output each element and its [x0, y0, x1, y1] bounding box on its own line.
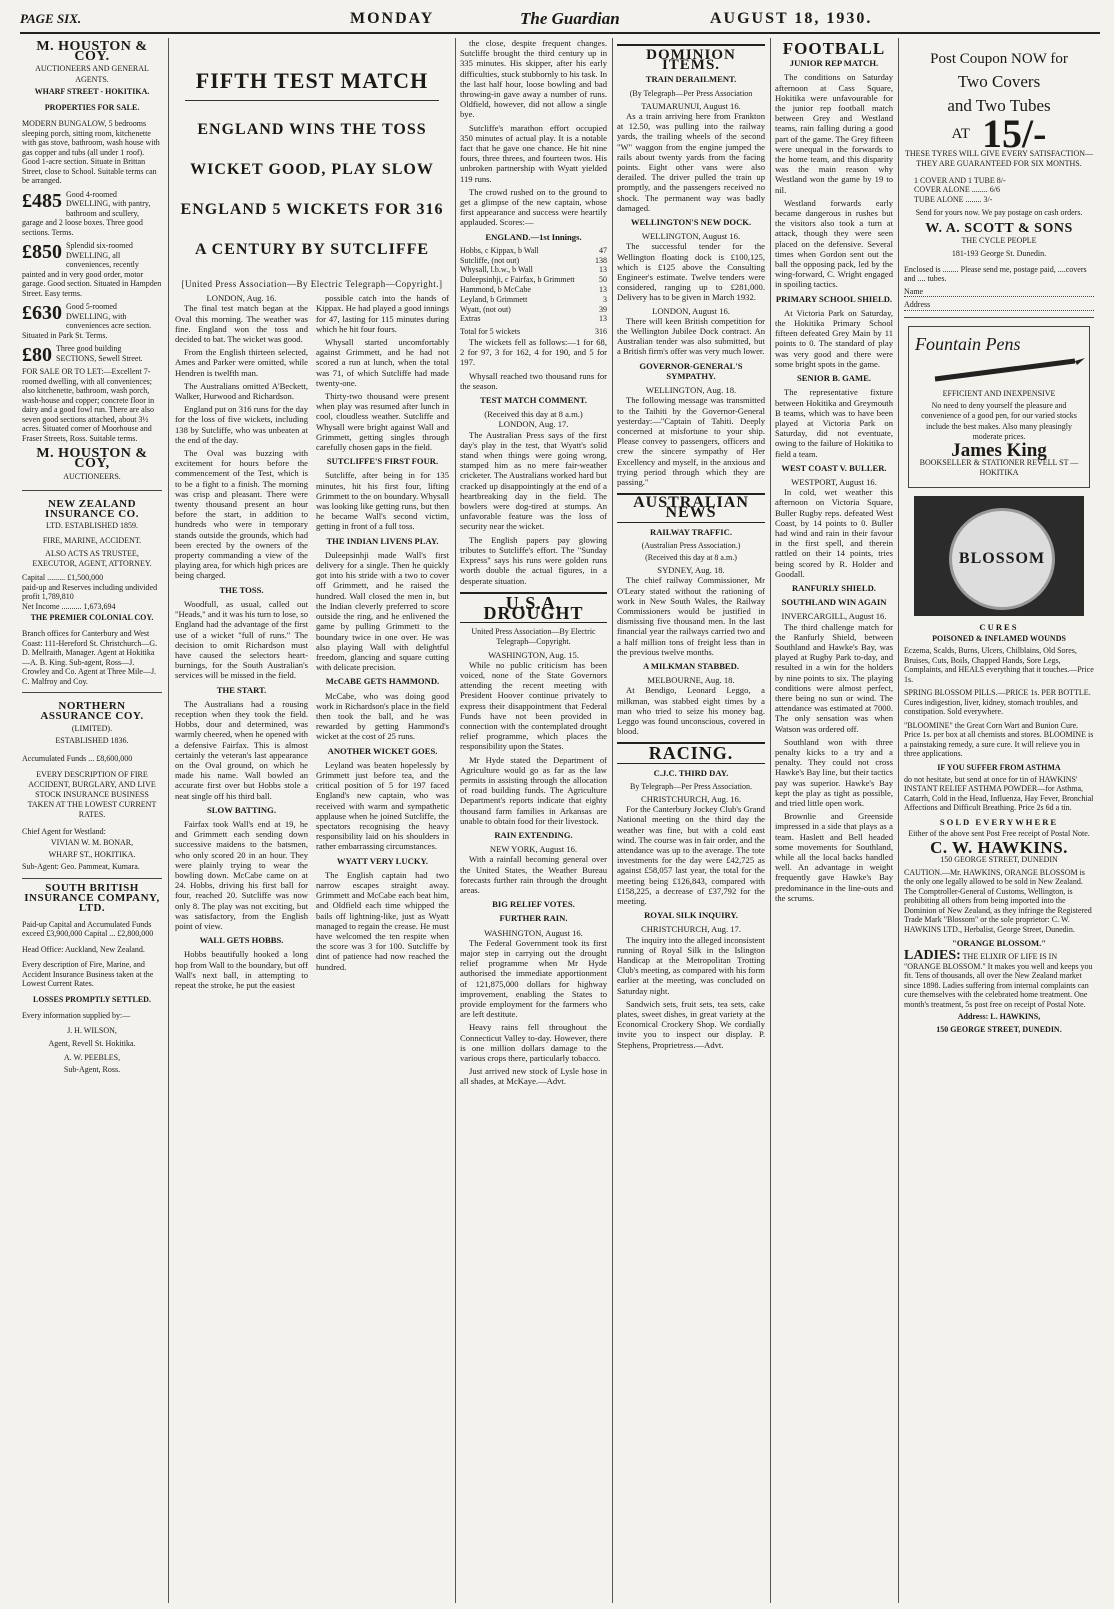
listing-485: £485 Good 4-roomed DWELLING, with pantry, bathroom and scullery, garage and 2 loose boxes. Three good sections. Terms.	[22, 189, 151, 237]
lead-paragraph: Leyland was beaten hopelessly by Grimmett just before tea, and the critical position of 5 for 197 faced England's new captain, who was received with warm and sympathetic applause when he joined Sutcliffe, the spectators recognising the heavy responsibility laid on his shoulders in rather embarrassing circumstances.	[316, 759, 449, 852]
northern-assurance-ad	[22, 697, 162, 879]
south-british-agent-1: J. H. WILSON,	[67, 1026, 117, 1036]
traffic-received: (Received this day at 8 a.m.)	[645, 552, 737, 562]
score-row: Wyatt, (not out) 39	[460, 304, 607, 314]
asthma-text: do not hesitate, but send at once for tin of HAWKINS' INSTANT RELIEF ASTHMA POWDER—for Asthma, Catarrh, Cold in the Head, Influenza, Hay Fever, Bronchial Affections and Difficult Breathing. Price 2s 6d a tin.	[904, 774, 1094, 813]
lead-paragraph: From the English thirteen selected, Ames and Parker were omitted, while Hendren is twelfth man.	[175, 347, 308, 378]
further-heading: FURTHER RAIN.	[499, 913, 568, 924]
score-row: Hammond, b McCabe 13	[460, 285, 607, 295]
gov-heading: GOVERNOR-GENERAL'S SYMPATHY.	[639, 360, 743, 381]
column-rule	[898, 38, 899, 1603]
story-paragraph: Westland forwards early became dangerous in rushes but the visitors also took a turn at attack, though they were seen placed on the defensive. Several times when Gordon sent out the ball the opposing pack, led by the wing-forward, C. Wright engaged in spoiling tactics.	[775, 197, 893, 290]
south-british-agent-1-addr: Agent, Revell St. Hokitika.	[48, 1038, 136, 1048]
milk-heading: A MILKMAN STABBED.	[642, 660, 740, 671]
score-row: Sutcliffe, (not out) 138	[460, 255, 607, 265]
comment-heading: TEST MATCH COMMENT.	[480, 395, 587, 406]
tyres-guarantee: THESE TYRES WILL GIVE EVERY SATISFACTION—THEY ARE GUARANTEED FOR SIX MONTHS.	[904, 149, 1094, 169]
two-tubes: and Two Tubes	[947, 96, 1051, 115]
houston-addr: WHARF STREET - HOKITIKA.	[34, 86, 150, 96]
story-paragraph: At Victoria Park on Saturday, the Hokitika Primary School fifteen defeated Grey Main by 11 points to 0. The standard of play was very good and there were some bright spots in the game.	[775, 307, 893, 369]
lead-paragraph: Woodfull, as usual, called out "Heads," and it was his turn to lose, so England had the advantage of the first use of a wicket "full of runs." The decision to omit Richardson must have caused the selectors heart-burnings, for the South Australian's services will be missed in the field.	[175, 598, 308, 681]
cricket-drought-column	[460, 38, 607, 1603]
story-paragraph: The representative fixture between Hokitika and Greymouth B teams, which was to have been played at Victoria Park on Saturday, did not eventuate, owing to the failure of Hokitika to field a team.	[775, 387, 893, 459]
lead-paragraph: The English captain had two narrow escapes straight away. Grimmett and McCabe each beat him, and Oldfield each time whipped the bails off lightning-like, just as Wyatt managed to regain the crease. He must have welcomed the ten respite when the score was 3 for 100. Sutcliffe by dint of patience had now reached the hundred.	[316, 869, 449, 972]
story-paragraph: For the Canterbury Jockey Club's Grand National meeting on the third day the weather was fine, but with a cold east wind. The course was in fair order, and the attendance was up to the average. The tote investments for the day were £42,725 as against £58,057 last year, the total for the meeting being £126,843, compared with £158,225, a decrease of £37,792 for the meeting.	[617, 804, 765, 907]
bungalow-listing: MODERN BUNGALOW, 5 bedrooms sleeping porch, sitting room, kitchenette with gas stove, bathroom, wash house with gas copper and tubs (all under 1 roof). Good 1-acre section. Situate in Brittan Street, close to School. Suitable terms can be arranged.	[22, 119, 160, 186]
nz-branch: Branch offices for Canterbury and West Coast: 111-Hereford St. Christchurch—G. D. Mellraith, Manager. Agent at Hokitika—A. B. King. Sub-agent, Ross—J. Crowley and Co. Agent at Three Mile—J. C. Malfroy and Coy.	[22, 629, 158, 686]
lead-paragraph: Fairfax took Wall's end at 19, he and Grimmett each sending down successive maidens to the batsmen, who only scored 20 in an hour. They were plainly trying to wear the bowling down. McCabe came on at 24. Hobbs, driving his first ball for four, reached 20. Sutcliffe was now only 8. The play was not exciting, but was satisfactory, from the English point of view.	[175, 818, 308, 931]
ladies-label: LADIES:	[904, 948, 961, 964]
price-label: 15/-	[982, 110, 1047, 156]
score-row: Hobbs, c Kippax, b Wall 47	[460, 245, 607, 255]
senior-heading: SENIOR B. GAME.	[796, 373, 871, 384]
hawkins-name: C. W. HAWKINS.	[930, 838, 1068, 858]
blossom-label: BLOSSOM	[958, 549, 1046, 567]
sold-everywhere: SOLD EVERYWHERE	[939, 816, 1059, 827]
wyatt-heading: WYATT VERY LUCKY.	[336, 855, 429, 866]
advertisement-note: Sandwich sets, fruit sets, tea sets, cake plates, sweet dishes, in great variety at the Economical Crockery Shop. We cordially invite you to inspect our display. P. Stephens, Proprietress.—Advt.	[617, 998, 765, 1050]
story-paragraph: The third challenge match for the Ranfurly Shield, between Southland and Hawke's Bay, was played at Rugby Park to-day, and resulted in a win for the holders by nine points to six. The playing conditions were almost perfect, there being no sun or wind. The attendance was estimated at 7000. The only sensation was when Watson was ordered off.	[775, 621, 893, 734]
ranfurly-dateline: INVERCARGILL, August 16.	[781, 611, 887, 622]
story-paragraph: The English papers pay glowing tributes to Sutcliffe's effort. The "Sunday Express" says his runs were golden runs worth double the actual figures, in a desperate situation.	[460, 534, 607, 586]
name-field[interactable]: Name	[904, 287, 1094, 298]
south-british-losses: LOSSES PROMPTLY SETTLED.	[33, 994, 151, 1004]
traffic-dateline: SYDNEY, Aug. 18.	[657, 565, 725, 576]
mccabe-heading: McCABE GETS HAMMOND.	[325, 676, 440, 687]
another-heading: ANOTHER WICKET GOES.	[327, 745, 438, 756]
story-paragraph: Southland won with three penalty kicks to a try and a penalty. They could not cross Hawke's Bay line, but their tactics pay was superior. Hawke's Bay kept the play as tight as possible, and tried little open work.	[775, 736, 893, 809]
lead-paragraph: The Oval was buzzing with excitement for hours before the commencement of the Test, which is to be a fight to a finish. The morning was crisp and pleasant. There were twenty thousand present an hour before the start, in addition to hundreds who were in temporary stands outside the grounds, which had been erected by the owners of the property commanding a view of the playing area, for which high prices are being charged.	[175, 448, 308, 581]
column-rule	[770, 38, 771, 1603]
northern-funds: Accumulated Funds ... £8,600,000	[22, 754, 133, 764]
column-rule	[168, 38, 169, 1603]
coupon-line: Post Coupon NOW for	[930, 51, 1068, 67]
lead-paragraph: The final test match began at the Oval this morning. The weather was fine. England won the toss and decided to bat. The wicket was good.	[175, 303, 308, 345]
buller-dateline: WESTPORT, August 16.	[791, 476, 877, 487]
houston-name-2: M. HOUSTON & COY,	[36, 446, 148, 472]
story-paragraph: The crowd rushed on to the ground to get a glimpse of the new captain, whose first appearance and success were heartily applauded. Scores:—	[460, 186, 607, 228]
south-british-agent-2-addr: Sub-Agent, Ross.	[63, 1064, 121, 1074]
story-paragraph: The Australian Press says of the first day's play in the test, that Wyatt's solid stand when things were going wrong, stamped him as no mere fair-weather cricketer. The Australians worked hard but cracked up disappointingly at the end of a heartbreaking day in the field. The bowlers were dog-tired at stumps. An unfavorable feature was the loss of security near the wicket.	[460, 429, 607, 532]
orange-blossom: "ORANGE BLOSSOM."	[951, 938, 1047, 949]
listing-630: £630 Good 5-roomed DWELLING, with conveniences acre section. Situated in Park St. Terms.	[22, 302, 152, 340]
score-row: Leyland, b Grimmett 3	[460, 294, 607, 304]
lead-deck-4: A CENTURY BY SUTCLIFFE	[194, 241, 430, 258]
lead-deck-2: WICKET GOOD, PLAY SLOW	[190, 161, 434, 178]
ranfurly-heading: RANFURLY SHIELD.	[792, 582, 876, 593]
poison-heading: POISONED & INFLAMED WOUNDS	[932, 633, 1066, 643]
lead-paragraph: possible catch into the hands of Kippax. He had played a good innings for 47, lasting for 115 minutes during which he hit four fours.	[316, 293, 449, 334]
price-row: TUBE ALONE ........ 3/-	[914, 194, 993, 204]
price-row: COVER ALONE ........ 6/6	[914, 185, 1000, 195]
lead-body-right	[316, 293, 449, 993]
houston-sub: AUCTIONEERS AND GENERAL AGENTS.	[35, 64, 149, 84]
lead-deck-1: ENGLAND WINS THE TOSS	[197, 121, 427, 138]
houston-sub-2: AUCTIONEERS.	[63, 471, 121, 481]
cjc-credit: By Telegraph—Per Press Association.	[630, 781, 752, 791]
cjc-heading: C.J.C. THIRD DAY.	[653, 767, 729, 778]
northern-agent-heading: Chief Agent for Westland:	[22, 826, 106, 836]
fountain-text: No need to deny yourself the pleasure and convenience of a good pen, for our varied stocks include the best makes. Also many pleasingly moderate prices.	[921, 401, 1077, 441]
rain-heading: RAIN EXTENDING.	[494, 829, 573, 840]
south-british-agent-2: A. W. PEEBLES,	[63, 1052, 121, 1062]
properties-heading: PROPERTIES FOR SALE.	[44, 103, 140, 113]
lead-body-left	[175, 293, 308, 993]
lead-paragraph: Whysall started uncomfortably against Grimmett, and he had not scored a run at lunch, when the total was 71, of which Sutcliffe had made twenty-one.	[316, 337, 449, 388]
cures-heading: CURES	[979, 621, 1019, 632]
nz-insurance-ad	[22, 495, 162, 693]
story-paragraph: The successful tender for the Wellington floating dock is £100,125, which is £125 above the Consulting Engineer's estimate. Twelve tenders were considered, ranging up to £281,000. Delivery has to be given in March 1932.	[617, 241, 765, 303]
story-paragraph: The conditions on Saturday afternoon at Cass Square, Hokitika were unfavourable for the junior rep football match between Grey and Westland teams, rain falling during a good part of the game. The Grey fifteen were unequal in the forwards to the home team, and this disparity was the main reason why Westland won the game by 19 to nil.	[775, 72, 893, 195]
story-paragraph: The chief railway Commissioner, Mr O'Leary stated without the rationing of work in New South Wales, the Railway Commissioners would be justified in dismissing five thousand men. In the last financial year the railways carried two and a half million tons of freight less than in the previous twelve months.	[617, 575, 765, 657]
ladies-block	[904, 948, 1094, 1009]
pen-illustration	[915, 355, 1085, 385]
score-total: Total for 5 wickets 316	[460, 327, 607, 337]
page-number: PAGE SIX.	[20, 11, 82, 26]
northern-name: NORTHERN ASSURANCE COY.	[40, 700, 144, 723]
lead-paragraph: Sutcliffe, after being in for 135 minutes, hit his first four, lifting Grimmett to the on boundary. Whysall was looking like getting runs, but then he became Wall's second victim, getting in front of a full toss.	[316, 470, 449, 532]
story-paragraph: There will keen British competition for the Wellington Jubilee Dock contract. An Australian tender was also submitted, but a British firm's offer was very much lower.	[617, 315, 765, 357]
ads-column	[22, 38, 162, 1603]
royal-heading: ROYAL SILK INQUIRY.	[644, 910, 738, 921]
nz-income: Net Income .......... 1,673,694	[22, 601, 116, 611]
northern-agent: VIVIAN W. M. BONAR,	[50, 838, 134, 848]
indian-heading: THE INDIAN LIVENS PLAY.	[326, 535, 439, 546]
two-covers: Two Covers	[957, 72, 1041, 91]
fountain-pen-ad	[908, 326, 1090, 488]
nz-premier: THE PREMIER COLONIAL COY.	[30, 613, 154, 623]
rain-dateline: NEW YORK, August 16.	[489, 844, 578, 855]
scott-name: W. A. SCOTT & SONS	[925, 221, 1073, 237]
story-paragraph: As a train arriving here from Frankton at 12.50, was pulling into the railway yards, the trailing wheels of the second "W" waggon from the engine jumped the rails about twenty yards from the facing points. Eight other vans were also derailed. The driver pulled the train up promptly, and the passengers received no shock. The permanent way was badly damaged.	[617, 111, 765, 213]
south-british-ad	[22, 883, 162, 1075]
south-british-info: Every information supplied by:—	[22, 1010, 131, 1020]
first-four-heading: SUTCLIFFE'S FIRST FOUR.	[326, 456, 439, 467]
cycle-people: THE CYCLE PEOPLE	[961, 236, 1037, 246]
nz-fire: FIRE, MARINE, ACCIDENT.	[42, 536, 142, 546]
advertisement-note: Just arrived new stock of Lysle hose in all shades, at McKaye.—Advt.	[460, 1066, 607, 1087]
masthead-date: AUGUST 18, 1930.	[710, 10, 873, 27]
story-paragraph: In cold, wet weather this afternoon on Victoria Square, Buller Rugby reps. defeated West Coast, by 14 points to 0. Buller had wind and rain in their favour in the first spell, and therein rattled on their 14 points, tries being scored by R. Holder and Goodall.	[775, 487, 893, 579]
lead-paragraph: The Australians had a rousing reception when they took the field. Hobbs, dour and determined, was warmly cheered, when he opened with a defensive Fairfax. This is almost certainly the veteran's last appearance on the Oval ground, on which he made his name. Wall bowled an accurate first over but Hobbs stole a neat single off his third ball.	[175, 698, 308, 801]
score-row: Extras 13	[460, 314, 607, 324]
lead-paragraph: Duleepsinhji made Wall's first delivery for a single. Then he quickly got into his stride with a two to cover off Grimmett, and he raised the hundred. Wall closed the men in, but the Indian cleverly preferred to score outside the ring, and he enlivened the game by pulling Grimmett to the boundary twice in one over. He was also playing Wall with delightful freedom, glancing and square cutting with delicate precision.	[316, 549, 449, 673]
scorecard	[460, 246, 607, 337]
elixir-text: THE ELIXIR OF LIFE IS IN "ORANGE BLOSSOM." It makes you well and keeps you fit. Tens of thousands, all over the New Zealand market since 1898. Ladies suffering from internal complaints can cure themselves with the celebrated home treatment. One month's treatment, 5s post free on receipt of Postal Note.	[904, 952, 1093, 1009]
column-rule	[612, 38, 613, 1603]
derail-heading: TRAIN DERAILMENT.	[645, 74, 737, 85]
dominion-column	[617, 38, 765, 1603]
junior-heading: JUNIOR REP MATCH.	[789, 58, 879, 69]
relief-dateline: WASHINGTON, August 16.	[484, 927, 583, 938]
divider	[185, 100, 439, 101]
nz-acts: ALSO ACTS AS TRUSTEE, EXECUTOR, AGENT, ATTORNEY.	[32, 548, 152, 568]
wall-heading: WALL GETS HOBBS.	[199, 935, 284, 946]
london-dateline: LONDON, August 16.	[652, 305, 730, 316]
relief-heading: BIG RELIEF VOTES.	[492, 899, 575, 910]
milk-dateline: MELBOURNE, Aug. 18.	[647, 675, 735, 686]
buller-heading: WEST COAST V. BULLER.	[781, 462, 887, 473]
story-paragraph: At Bendigo, Leonard Leggo, a milkman, was stabbed eight times by a man who tried to seize his money bag. Leggo was found unconscious, covered in blood.	[617, 685, 765, 737]
column-rule	[455, 38, 456, 1603]
football-heading: FOOTBALL	[782, 39, 886, 58]
story-paragraph: The wickets fell as follows:—1 for 68, 2 for 97, 3 for 162, 4 for 190, and 5 for 197.	[460, 337, 607, 368]
price-row: 1 COVER AND 1 TUBE 8/-	[914, 175, 1006, 185]
story-paragraph: With a rainfall becoming general over the United States, the Weather Bureau forecasts further rain through the drought areas.	[460, 854, 607, 895]
at-label: AT	[951, 125, 970, 142]
asthma-heading: IF YOU SUFFER FROM ASTHMA	[937, 762, 1061, 772]
james-king-sub: BOOKSELLER & STATIONER REVELL ST — HOKITIKA	[919, 458, 1079, 478]
football-column	[775, 38, 893, 1603]
australian-heading: AUSTRALIAN NEWS	[617, 493, 765, 522]
cures-text: Eczema, Scalds, Burns, Ulcers, Chilblains, Old Sores, Bruises, Cuts, Boils, Chapped Hands, Sore Legs, Complaints, and HEALS everything that it touches.—Price 1s.	[904, 646, 1094, 684]
hawkins-addr: 150 GEORGE STREET, DUNEDIN	[940, 855, 1058, 865]
send-line: Send for yours now. We pay postage on cash orders.	[915, 208, 1083, 218]
price-line	[904, 110, 1094, 156]
james-king: James King	[951, 440, 1047, 462]
lead-body	[175, 293, 449, 993]
scores-heading: ENGLAND.—1st Innings.	[485, 231, 582, 242]
enclosed-line: Enclosed is ........ Please send me, postage paid, ....covers and .... tubes.	[904, 264, 1087, 284]
tyre-coupon-ad	[904, 38, 1094, 318]
lead-story	[175, 38, 449, 1603]
fountain-small: EFFICIENT AND INEXPENSIVE	[942, 389, 1056, 399]
south-british-head: Head Office: Auckland, New Zealand.	[22, 944, 145, 954]
drought-heading: U.S.A. DROUGHT	[460, 592, 607, 623]
pills-text: SPRING BLOSSOM PILLS.—PRICE 1s. PER BOTTLE. Cures indigestion, liver, kidney, stomach troubles, and constipation. Sold everywhere.	[904, 688, 1091, 717]
lead-title: FIFTH TEST MATCH	[195, 68, 429, 93]
listing-850: £850 Splendid six-roomed DWELLING, all conveniences, recently painted and in very good order, motor garage. Good section. Situated in Hampden Street. Easy terms.	[22, 241, 162, 298]
south-british-capital: Paid-up Capital and Accumulated Funds exceed £3,900,000 Capital ... £2,800,000	[22, 919, 154, 939]
hawkins-address-1: Address: L. HAWKINS,	[957, 1012, 1041, 1022]
lead-paragraph: Hobbs beautifully hooked a long hop from Wall to the boundary, but off Wall's next ball, in attempting to repeat the stroke, he put the easiest	[175, 949, 308, 990]
ads-right-column	[904, 38, 1094, 1603]
dock-heading: WELLINGTON'S NEW DOCK.	[630, 217, 752, 228]
story-paragraph: Mr Hyde stated the Department of Agriculture would go as far as the law permits in assisting through the allocation of road building funds. The Agriculture Department's reports indicate that eighty thousand farm families in Arkansas are unable to obtain food for their livestock.	[460, 754, 607, 826]
houston-ad	[22, 38, 162, 491]
score-row: Duleepsinhji, c Fairfax, b Grimmett 50	[460, 275, 607, 285]
nz-insurance-name: NEW ZEALAND INSURANCE CO.	[45, 497, 139, 521]
primary-heading: PRIMARY SCHOOL SHIELD.	[775, 293, 893, 304]
drought-dateline: WASHINGTON, Aug. 15.	[488, 649, 579, 660]
address-field[interactable]: Address	[904, 300, 1094, 311]
dock-dateline: WELLINGTON, August 16.	[641, 231, 741, 242]
nz-est: LTD. ESTABLISHED 1859.	[46, 521, 138, 531]
traffic-heading: RAILWAY TRAFFIC.	[650, 526, 732, 537]
derail-dateline: TAUMARUNUI, August 16.	[641, 100, 741, 111]
gov-dateline: WELLINGTON, Aug. 18.	[645, 385, 737, 396]
masthead-paper: The Guardian	[520, 9, 620, 28]
caution-text: CAUTION.—Mr. HAWKINS, ORANGE BLOSSOM is the only one legally allowed to be sold in New Zealand. The Comptroller-General of Customs, Wellington, is prohibiting all others from being imported into the Dominion of New Zealand, as they infringe the Registered Trade Mark "Blossom" or the sole proprietor: C. W. HAWKINS LTD., Herbalist, George Street, Dunedin.	[904, 867, 1092, 934]
lead-paragraph: Thirty-two thousand were present when play was resumed after lunch in cool, cloudless weather. Sutcliffe and Whysall were bright against Wall and Grimmett, getting singles through carefully chosen gaps in the field.	[316, 391, 449, 453]
lead-paragraph: McCabe, who was doing good work in Richardson's place in the field then took the ball, and he was rewarded by getting Hammond's wicket at the cost of 25 runs.	[316, 690, 449, 742]
story-paragraph: While no public criticism has been voiced, none of the State Governors attending the recent meeting with President Hoover continue privately to express their disappointment that Federal Funds have not been provided in connection with the contemplated drought relief programme, which places the responsibility upon the States.	[460, 659, 607, 752]
lead-credit: [United Press Association—By Electric Telegraph—Copyright.]	[181, 279, 443, 289]
comment-dateline: LONDON, Aug. 17.	[498, 419, 569, 430]
cjc-dateline: CHRISTCHURCH, Aug. 16.	[640, 794, 742, 804]
story-paragraph: Whysall reached two thousand runs for the season.	[460, 370, 607, 391]
dominion-heading: DOMINION ITEMS.	[617, 44, 765, 70]
northern-every: EVERY DESCRIPTION OF FIRE ACCIDENT, BURGLARY, AND LIVE STOCK INSURANCE BUSINESS TAKEN AT THE LOWEST CURRENT RATES.	[27, 769, 157, 820]
bloomine-text: "BLOOMINE" the Great Corn Wart and Bunion Cure. Price 1s. per box at all chemists and stores. BLOOMINE is a painstaking remedy, a sure cure. It will relieve you in three applications.	[904, 720, 1094, 759]
northern-est: ESTABLISHED 1836.	[55, 735, 129, 745]
derail-credit: (By Telegraph—Per Press Association	[629, 88, 753, 98]
southland-heading: SOUTHLAND WIN AGAIN	[781, 597, 887, 608]
toss-heading: THE TOSS.	[219, 584, 264, 595]
blossom-illustration	[914, 496, 1084, 616]
scott-addr: 181-193 George St. Dunedin.	[951, 248, 1047, 258]
slow-heading: SLOW BATTING.	[207, 804, 276, 815]
story-paragraph: Heavy rains fell throughout the Connecticut Valley to-day. However, there is one million dollars damage to the various crops there, particularly tobacco.	[460, 1022, 607, 1064]
lead-paragraph: England put on 316 runs for the day for the loss of five wickets, including 138 by Sutcliffe, who was unbeaten at the end of the day.	[175, 404, 308, 445]
traffic-credit: (Australian Press Association.)	[641, 540, 741, 550]
score-row: Whysall, l.b.w., b Wall 13	[460, 265, 607, 275]
fountain-title: Fountain Pens	[915, 333, 1021, 354]
lead-paragraph: The Australians omitted A'Beckett, Walker, Hurwood and Richardson.	[175, 380, 308, 402]
lead-dateline: LONDON, Aug. 16.	[206, 293, 277, 304]
story-paragraph: Brownlie and Greenside impressed in a side that plays as a team. Haslett and Bell headed some movements for Southland, while all the local backs handled well. An advantage in weight frequently gave Hawke's Bay predominance in the line-outs and the scrums.	[775, 811, 893, 903]
racing-heading: RACING.	[617, 742, 765, 763]
hawkins-address-2: 150 GEORGE STREET, DUNEDIN.	[936, 1024, 1062, 1034]
start-heading: THE START.	[216, 684, 267, 695]
nz-capital: Capital ......... £1,500,000	[22, 573, 104, 583]
south-british-name: SOUTH BRITISH INSURANCE COMPANY, LTD.	[24, 881, 160, 915]
story-paragraph: the close, despite frequent changes. Sutcliffe brought the third century up in 335 minutes. His skipper, after his early difficulties, stuck stubbornly to his task. In the last half hour, loose bowling and bad throwing-in gave away a number of runs. Oldfield, however, did not allow a single bye.	[460, 38, 607, 120]
northern-ltd: (LIMITED).	[71, 723, 113, 733]
royal-dateline: CHRISTCHURCH, Aug. 17.	[640, 924, 742, 935]
south-british-every: Every description of Fire, Marine, and Accident Insurance Business taken at the Lowest Current Rates.	[22, 960, 154, 989]
blossom-badge	[949, 508, 1055, 610]
masthead	[20, 6, 1100, 34]
comment-received: (Received this day at 8 a.m.)	[484, 409, 583, 420]
story-paragraph: The following message was transmitted to the Taihiti by the Governor-General yesterday:—"Captain of Tahiti. Deeply concerned at misfortune to your ship. Please convey to passengers, officers and crew the sincere sympathy of Her Excellency and myself, in the anxious and trying period through which they are passing."	[617, 395, 765, 487]
northern-sub-agent: Sub-Agent: Geo. Pammeat, Kumara.	[22, 862, 140, 872]
listing-80: £80 Three good building SECTIONS, Sewell Street.	[22, 344, 143, 367]
houston-name: M. HOUSTON & COY.	[36, 39, 148, 65]
drought-credit: United Press Association—By Electric Telegraph—Copyright.	[471, 627, 596, 647]
story-paragraph: The inquiry into the alleged inconsistent running of Royal Silk in the Islington Handicap at the Metropolitan Trotting Club's meeting, as compared with his form earlier at the meeting, was concluded on Saturday night.	[617, 934, 765, 996]
for-sale-listing: FOR SALE OR TO LET:—Excellent 7-roomed dwelling, with all conveniences; also kitchenette, bathroom, wash porch, wash-house and copper; concrete floor in dairy and a good fowl run. There are also seven good sections attached, about 3½ acres. Situated corner of Moorhouse and Fraser Streets, Ross. Suitable terms.	[22, 367, 155, 443]
either-line: Either of the above sent Post Free receipt of Postal Note.	[908, 828, 1090, 838]
northern-agent-addr: WHARF ST., HOKITIKA.	[48, 850, 136, 860]
story-paragraph: Sutcliffe's marathon effort occupied 350 minutes of actual play. It is a notable fact that he gave one chance. He hit nine fours, three threes, and fourteen twos. His unbroken partnership with Wyatt yielded 119 runs.	[460, 122, 607, 184]
story-paragraph: The Federal Government took its first major step in carrying out the drought relief programme when Mr Hyde authorised the immediate apportionment of 121,875,000 dollars for highway improvement, enabling the States to provide employment for the farmers who are left destitute.	[460, 937, 607, 1020]
masthead-day: MONDAY	[350, 10, 435, 27]
lead-deck-3: ENGLAND 5 WICKETS FOR 316	[180, 201, 444, 218]
nz-paid: paid-up and Reserves including undivided profit 1,789,810	[22, 582, 158, 602]
